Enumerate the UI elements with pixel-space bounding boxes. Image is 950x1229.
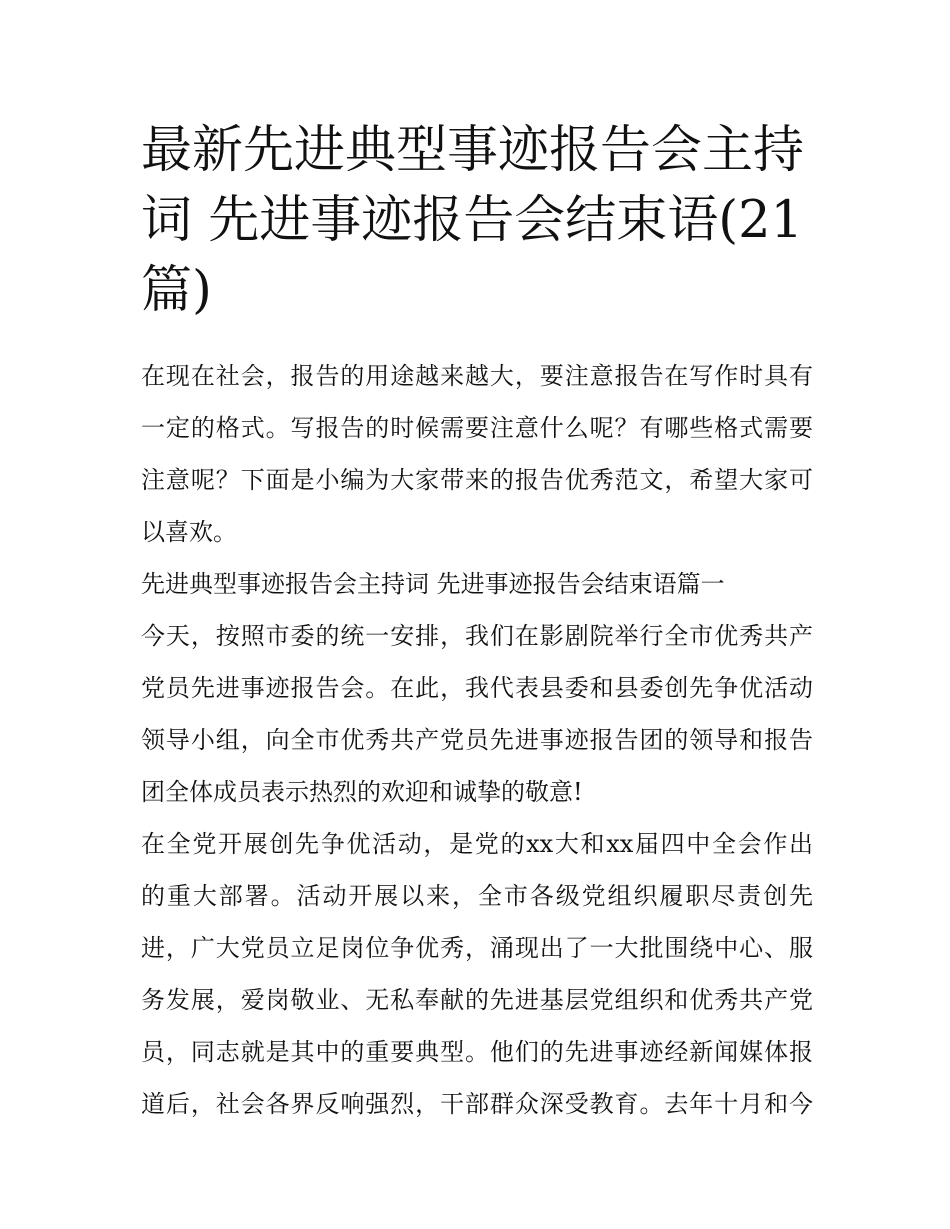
text-line: 道后，社会各界反响强烈，干部群众深受教育。去年十月和今 bbox=[141, 1090, 813, 1118]
title-line: 词 先进事迹报告会结束语(21 bbox=[141, 191, 804, 250]
text-line: 领导小组，向全市优秀共产党员先进事迹报告团的领导和报告 bbox=[141, 726, 813, 754]
title-line: 篇) bbox=[141, 261, 212, 320]
intro-paragraph bbox=[141, 350, 813, 558]
body-paragraph-2 bbox=[141, 818, 813, 1130]
section-heading: 先进典型事迹报告会主持词 先进事迹报告会结束语篇一 bbox=[141, 570, 725, 598]
text-line: 党员先进事迹报告会。在此，我代表县委和县委创先争优活动 bbox=[141, 674, 813, 702]
text-line: 的重大部署。活动开展以来，全市各级党组织履职尽责创先 bbox=[141, 882, 813, 910]
text-line: 员，同志就是其中的重要典型。他们的先进事迹经新闻媒体报 bbox=[141, 1038, 813, 1066]
text-line: 在全党开展创先争优活动，是党的xx大和xx届四中全会作出 bbox=[141, 830, 813, 858]
body-paragraph-1 bbox=[141, 610, 813, 818]
text-line: 进，广大党员立足岗位争优秀，涌现出了一大批围绕中心、服 bbox=[141, 934, 813, 962]
document-title bbox=[141, 116, 813, 326]
text-line: 一定的格式。写报告的时候需要注意什么呢？有哪些格式需要 bbox=[141, 414, 813, 442]
text-line: 今天，按照市委的统一安排，我们在影剧院举行全市优秀共产 bbox=[141, 622, 813, 650]
text-line: 在现在社会，报告的用途越来越大，要注意报告在写作时具有 bbox=[141, 362, 813, 390]
title-line: 最新先进典型事迹报告会主持 bbox=[141, 121, 805, 180]
text-line: 团全体成员表示热烈的欢迎和诚挚的敬意! bbox=[141, 778, 583, 806]
text-line: 注意呢？下面是小编为大家带来的报告优秀范文，希望大家可 bbox=[141, 466, 813, 494]
document-body bbox=[141, 116, 813, 1130]
text-line: 务发展，爱岗敬业、无私奉献的先进基层党组织和优秀共产党 bbox=[141, 986, 813, 1014]
text-line: 以喜欢。 bbox=[141, 518, 237, 546]
